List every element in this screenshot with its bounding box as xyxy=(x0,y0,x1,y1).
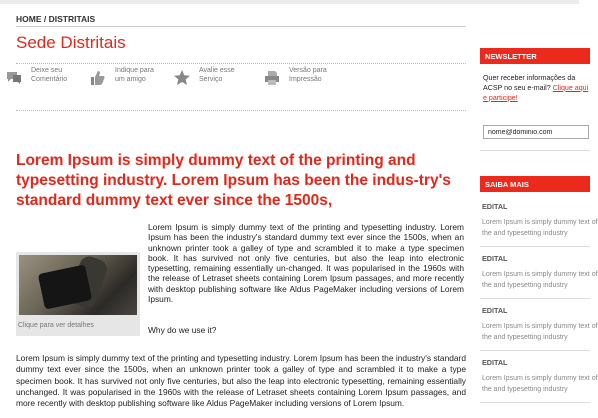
breadcrumb-home[interactable]: HOME xyxy=(16,14,42,24)
print-tool-line1: Versão para xyxy=(289,67,327,74)
main-content xyxy=(16,14,466,64)
newsletter-description: Quer receber informações da ACSP no seu e-mail? xyxy=(483,74,576,92)
divider xyxy=(480,150,590,151)
breadcrumb-separator: / xyxy=(43,14,47,24)
divider xyxy=(480,298,590,299)
article-headline: Lorem Ipsum is simply dummy text of the printing and typesetting industry. Lorem Ipsum has been the indus-try's standard dummy text ever since the 1500s, xyxy=(16,152,451,209)
rate-tool-line1: Avalie esse xyxy=(199,67,235,74)
item-text[interactable]: Lorem Ipsum is simply dummy text of the and typesetting industry xyxy=(482,375,598,393)
article-subheading: Why do we use it? xyxy=(148,325,217,335)
item-category: EDITAL xyxy=(482,254,508,263)
breadcrumb xyxy=(16,14,466,27)
article-tools xyxy=(4,66,454,102)
sidebar xyxy=(480,0,598,418)
divider xyxy=(480,246,590,247)
newsletter-header: NEWSLETTER xyxy=(480,48,590,64)
breadcrumb-current[interactable]: DISTRITAIS xyxy=(48,14,96,24)
list-item[interactable] xyxy=(482,202,598,239)
divider xyxy=(16,110,466,111)
divider xyxy=(16,63,466,64)
comment-tool[interactable] xyxy=(4,66,67,88)
item-text[interactable]: Lorem Ipsum is simply dummy text of the and typesetting industry xyxy=(482,323,598,341)
email-field[interactable] xyxy=(483,125,589,139)
recommend-tool-line1: Indique para xyxy=(115,67,154,74)
list-item[interactable] xyxy=(482,254,598,291)
thumb-up-icon[interactable] xyxy=(88,68,108,88)
print-tool[interactable] xyxy=(262,66,327,88)
divider xyxy=(480,350,590,351)
divider xyxy=(480,402,590,403)
saiba-mais-header: SAIBA MAIS xyxy=(480,176,590,192)
item-text[interactable]: Lorem Ipsum is simply dummy text of the and typesetting industry xyxy=(482,271,598,289)
item-category: EDITAL xyxy=(482,358,508,367)
rate-tool[interactable] xyxy=(172,66,235,88)
list-item[interactable] xyxy=(482,306,598,343)
article-figure[interactable] xyxy=(16,252,140,336)
comment-tool-line2: Comentário xyxy=(31,76,68,83)
figure-caption[interactable]: Clique para ver detalhes xyxy=(18,322,94,329)
print-icon[interactable] xyxy=(262,68,282,88)
star-icon[interactable] xyxy=(172,68,192,88)
recommend-tool-line2: um amigo xyxy=(115,76,146,83)
comment-icon[interactable] xyxy=(4,68,24,88)
rate-tool-line2: Serviço xyxy=(199,76,223,83)
comment-tool-line1: Deixe seu xyxy=(31,67,63,74)
recommend-tool[interactable] xyxy=(88,66,154,88)
list-item[interactable] xyxy=(482,358,598,395)
item-text[interactable]: Lorem Ipsum is simply dummy text of the and typesetting industry xyxy=(482,219,598,237)
article-intro: Lorem Ipsum is simply dummy text of the printing and typesetting industry. Lorem Ipsum has been the industry's standard dummy text ever since the 1500s, when an unknown printer took a galley of type and scrambled it to make a type specimen book. It has survived not only five centuries, but also the leap into electronic typesetting, remaining essentially un-changed. It was popularised in the 1960s with the release of Letraset sheets containing Lorem Ipsum passages, and more recently with desktop publishing software like Aldus PageMaker including versions of Lorem Ipsum. xyxy=(148,222,464,305)
print-tool-line2: Impressão xyxy=(289,76,322,83)
item-category: EDITAL xyxy=(482,306,508,315)
page-title: Sede Distritais xyxy=(16,33,126,52)
newsletter-signup-link[interactable]: Clique aqui e participe! xyxy=(483,83,589,102)
newsletter-text xyxy=(483,74,589,103)
item-category: EDITAL xyxy=(482,202,508,211)
article-photo[interactable] xyxy=(19,255,137,315)
article-body: Lorem Ipsum is simply dummy text of the printing and typesetting industry. Lorem Ipsum has been the industry's standard dummy text ever since the 1500s, when an unknown printer took a galley of type and scrambled it to make a type specimen book. It has survived not only five centuries, but also the leap into electronic typesetting, remaining essentially unchanged. It was popularised in the 1960s with the release of Letraset sheets containing Lorem Ipsum passages, and more recently with desktop publishing software like Aldus PageMaker including versions of Lorem Ipsum. xyxy=(16,353,466,409)
